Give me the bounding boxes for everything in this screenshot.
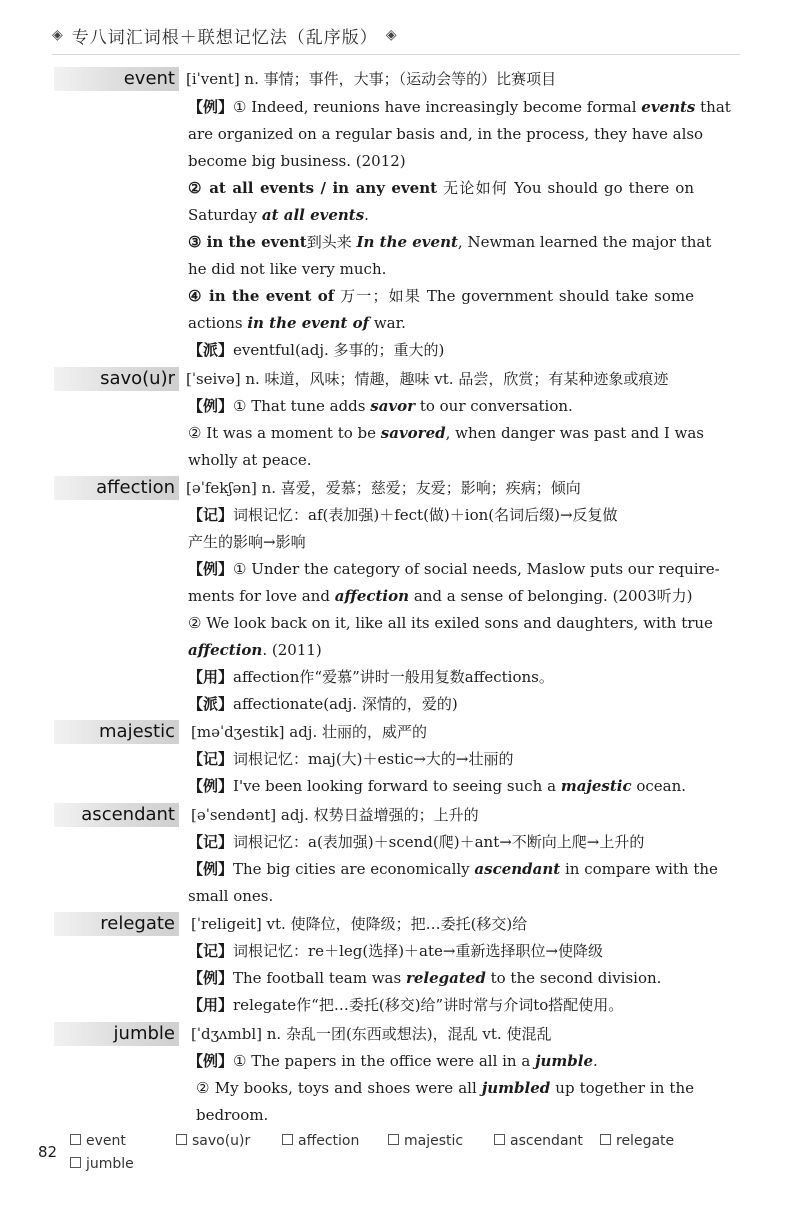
- definition: [ˈseivə] n. 味道，风味；情趣，趣味 vt. 品尝，欣赏；有某种迹象或痕迹: [186, 370, 669, 388]
- headword: majestic: [54, 720, 179, 744]
- definition: [iˈvent] n. 事情；事件，大事；（运动会等的）比赛项目: [186, 70, 557, 88]
- headword: jumble: [54, 1022, 179, 1046]
- checklist-item[interactable]: relegate: [600, 1133, 674, 1149]
- derivative-line: 【派】affectionate(adj. 深情的，爱的): [188, 695, 458, 713]
- memory-line: 【记】词根记忆：re＋leg(选择)＋ate→重新选择职位→使降级: [188, 942, 604, 960]
- example-line: actions in the event of war.: [188, 314, 406, 332]
- checkbox-icon[interactable]: [70, 1134, 81, 1145]
- example-line: 【例】① That tune adds savor to our conversation.: [188, 397, 573, 415]
- memory-line: 【记】词根记忆：maj(大)＋estic→大的→壮丽的: [188, 750, 514, 768]
- example-line: ② at all events / in any event 无论如何 You should go there on: [188, 179, 694, 197]
- example-line: ④ in the event of 万一；如果 The government should take some: [188, 287, 694, 305]
- checkbox-icon[interactable]: [494, 1134, 505, 1145]
- example-line: 【例】I've been looking forward to seeing such a majestic ocean.: [188, 777, 687, 795]
- page-number: 82: [38, 1143, 58, 1161]
- example-line: ments for love and affection and a sense of belonging. (2003听力): [188, 587, 693, 605]
- checkbox-icon[interactable]: [70, 1157, 81, 1168]
- definition: [əˈsendənt] adj. 权势日益增强的；上升的: [191, 806, 479, 824]
- memory-line: 【记】词根记忆：a(表加强)＋scend(爬)＋ant→不断向上爬→上升的: [188, 833, 645, 851]
- example-line: bedroom.: [196, 1106, 269, 1124]
- definition: [əˈfekʃən] n. 喜爱，爱慕；慈爱；友爱；影响；疾病；倾向: [186, 479, 581, 497]
- diamond-icon: ◈: [52, 27, 64, 43]
- checklist-item[interactable]: ascendant: [494, 1133, 583, 1149]
- memory-line: 【记】词根记忆：af(表加强)＋fect(做)＋ion(名词后缀)→反复做: [188, 506, 618, 524]
- example-line: small ones.: [188, 887, 274, 905]
- example-line: 【例】① Indeed, reunions have increasingly become formal events that: [188, 98, 731, 116]
- checkbox-icon[interactable]: [176, 1134, 187, 1145]
- book-title: 专八词汇词根＋联想记忆法（乱序版）: [71, 27, 378, 48]
- example-line: ② It was a moment to be savored, when danger was past and I was: [188, 424, 705, 442]
- example-line: 【例】The football team was relegated to the second division.: [188, 969, 662, 987]
- memory-line: 产生的影响→影响: [188, 533, 306, 551]
- checklist-item[interactable]: event: [70, 1133, 126, 1149]
- example-line: he did not like very much.: [188, 260, 387, 278]
- example-line: ③ in the event到头来 In the event, Newman learned the major that: [188, 233, 712, 251]
- checklist-item[interactable]: affection: [282, 1133, 359, 1149]
- example-line: wholly at peace.: [188, 451, 312, 469]
- usage-line: 【用】relegate作“把…委托(移交)给”讲时常与介词to搭配使用。: [188, 996, 624, 1014]
- header-divider: [52, 54, 740, 55]
- derivative-line: 【派】eventful(adj. 多事的；重大的): [188, 341, 445, 359]
- definition: [məˈdʒestik] adj. 壮丽的，威严的: [191, 723, 427, 741]
- definition: [ˈdʒʌmbl] n. 杂乱一团(东西或想法)，混乱 vt. 使混乱: [191, 1025, 552, 1043]
- checklist-item[interactable]: majestic: [388, 1133, 463, 1149]
- page-header: [52, 22, 398, 48]
- example-line: ② My books, toys and shoes were all jumbled up together in the: [196, 1079, 694, 1097]
- checkbox-icon[interactable]: [600, 1134, 611, 1145]
- usage-line: 【用】affection作“爱慕”讲时一般用复数affections。: [188, 668, 554, 686]
- example-line: 【例】The big cities are economically ascendant in compare with the: [188, 860, 718, 878]
- checkbox-icon[interactable]: [388, 1134, 399, 1145]
- headword: relegate: [54, 912, 179, 936]
- example-line: ② We look back on it, like all its exiled sons and daughters, with true: [188, 614, 713, 632]
- example-line: Saturday at all events.: [188, 206, 369, 224]
- headword: affection: [54, 476, 179, 500]
- example-line: affection. (2011): [188, 641, 322, 659]
- diamond-icon: ◈: [385, 27, 398, 43]
- example-line: become big business. (2012): [188, 152, 406, 170]
- checklist-item[interactable]: savo(u)r: [176, 1133, 250, 1149]
- checklist-item[interactable]: jumble: [70, 1156, 134, 1172]
- checkbox-icon[interactable]: [282, 1134, 293, 1145]
- headword: savo(u)r: [54, 367, 179, 391]
- example-line: 【例】① Under the category of social needs, Maslow puts our require-: [188, 560, 720, 578]
- definition: [ˈreligeit] vt. 使降位，使降级；把…委托(移交)给: [191, 915, 528, 933]
- headword: event: [54, 67, 179, 91]
- example-line: are organized on a regular basis and, in the process, they have also: [188, 125, 704, 143]
- headword: ascendant: [54, 803, 179, 827]
- example-line: 【例】① The papers in the office were all in a jumble.: [188, 1052, 598, 1070]
